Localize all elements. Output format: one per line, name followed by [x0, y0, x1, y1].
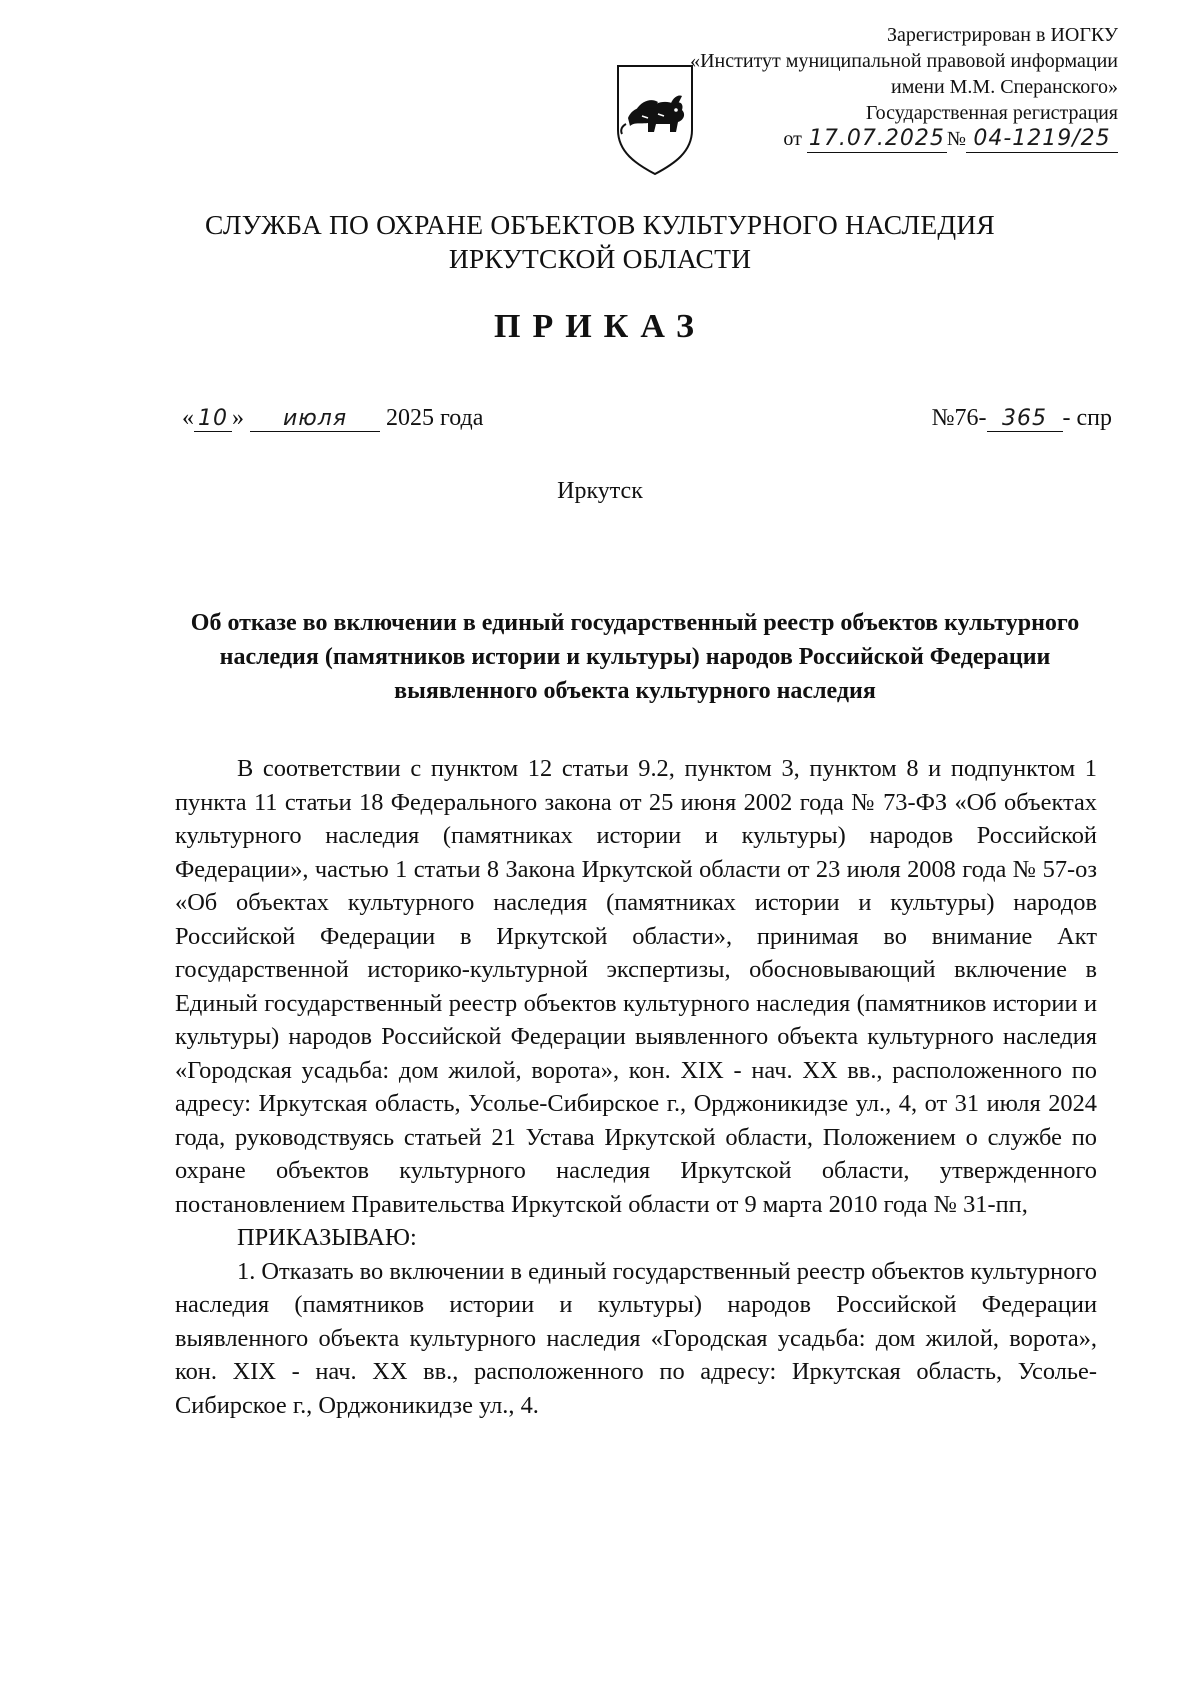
order-number-prefix: №76- [931, 405, 987, 431]
irkutsk-coat-of-arms-icon [612, 60, 698, 178]
registration-line-1: Зарегистрирован в ИОГКУ [887, 24, 1118, 46]
order-body [175, 752, 1097, 1422]
date-open-quote: « [182, 405, 194, 431]
document-type-title: ПРИКАЗ [494, 308, 706, 345]
order-number-suffix: - спр [1062, 405, 1112, 431]
registration-line-3: имени М.М. Сперанского» [891, 76, 1118, 98]
preamble-paragraph: В соответствии с пунктом 12 статьи 9.2, пунктом 3, пунктом 8 и подпунктом 1 пункта 11 статьи 18 Федерального закона от 25 июня 2002 года № 73-ФЗ «Об объектах культурного наследия (памятниках истории и культуры) народов Российской Федерации», частью 1 статьи 8 Закона Иркутской области от 23 июля 2008 года № 57-оз «Об объектах культурного наследия (памятниках истории и культуры) народов Российской Федерации в Иркутской области», принимая во внимание Акт государственной историко-культурной экспертизы, обосновывающий включение в Единый государственный реестр объектов культурного наследия (памятников истории и культуры) народов Российской Федерации выявленного объекта культурного наследия «Городская усадьба: дом жилой, ворота», кон. XIX - нач. XX вв., расположенного по адресу: Иркутская область, Усолье-Сибирское г., Орджоникидзе ул., 4, от 31 июля 2024 года, руководствуясь статьей 21 Устава Иркутской области, Положением о службе по охране объектов культурного наследия Иркутской области, утвержденного постановлением Правительства Иркутской области от 9 марта 2010 года № 31-пп, [175, 755, 1097, 1218]
registration-line-2: «Институт муниципальной правовой информации [690, 50, 1118, 72]
order-month: июля [250, 406, 380, 432]
agency-name-line-2: ИРКУТСКОЙ ОБЛАСТИ [448, 243, 752, 274]
order-year: 2025 года [386, 405, 484, 431]
agency-name [0, 208, 1200, 276]
order-day: 10 [194, 406, 232, 432]
registration-from-label: от [783, 128, 802, 150]
agency-name-line-1: СЛУЖБА ПО ОХРАНЕ ОБЪЕКТОВ КУЛЬТУРНОГО НАСЛЕДИЯ [205, 209, 995, 240]
registration-number-label: № [946, 128, 966, 150]
order-number-value: 365 [987, 406, 1063, 432]
order-item-1: 1. Отказать во включении в единый государственный реестр объектов культурного наследия (памятников истории и культуры) народов Российской Федерации выявленного объекта культурного наследия «Городская усадьба: дом жилой, ворота», кон. XIX - нач. XX вв., расположенного по адресу: Иркутская область, Усолье-Сибирское г., Орджоникидзе ул., 4. [175, 1257, 1097, 1419]
order-date [182, 405, 483, 432]
registration-number: 04-1219/25 [966, 126, 1118, 153]
decree-word: ПРИКАЗЫВАЮ: [237, 1224, 417, 1251]
date-close-quote: » [232, 405, 244, 431]
order-number [932, 405, 1112, 432]
city-name: Иркутск [557, 478, 643, 504]
registration-date: 17.07.2025 [807, 126, 947, 153]
registration-line-4: Государственная регистрация [865, 102, 1118, 124]
order-subject: Об отказе во включении в единый государственный реестр объектов культурного наследия (памятников истории и культуры) народов Российской Федерации выявленного объекта культурного наследия [190, 610, 1080, 704]
